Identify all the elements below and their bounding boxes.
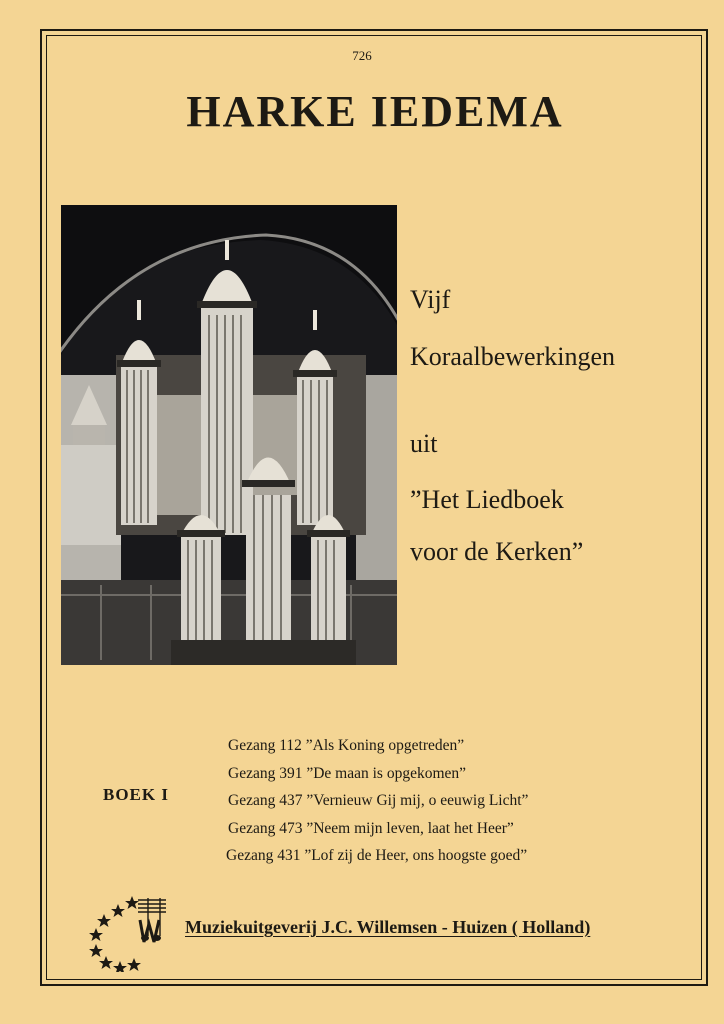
contents-list (228, 732, 528, 870)
contents-item: Gezang 437 ”Vernieuw Gij mij, o eeuwig Licht” (228, 792, 529, 809)
catalog-number: 726 (352, 48, 372, 63)
title-line-1: Vijf (410, 285, 451, 314)
book-label: BOEK I (103, 785, 169, 804)
contents-item: Gezang 431 ”Lof zij de Heer, ons hoogste goed” (226, 847, 528, 864)
organ-photo (61, 205, 397, 665)
title-line-4: ”Het Liedboek (410, 485, 564, 514)
contents-item: Gezang 391 ”De maan is opgekomen” (228, 764, 467, 782)
composer-name: HARKE IEDEMA (186, 87, 564, 136)
publisher-logo (88, 890, 168, 972)
publisher-line: Muziekuitgeverij J.C. Willemsen - Huizen ( Holland) (185, 917, 591, 937)
contents-item: Gezang 473 ”Neem mijn leven, laat het Heer” (228, 819, 514, 837)
title-line-3: uit (410, 429, 438, 458)
contents-item: Gezang 112 ”Als Koning opgetreden” (228, 737, 465, 754)
title-line-2: Koraalbewerkingen (410, 342, 616, 371)
title-line-5: voor de Kerken” (410, 537, 584, 566)
